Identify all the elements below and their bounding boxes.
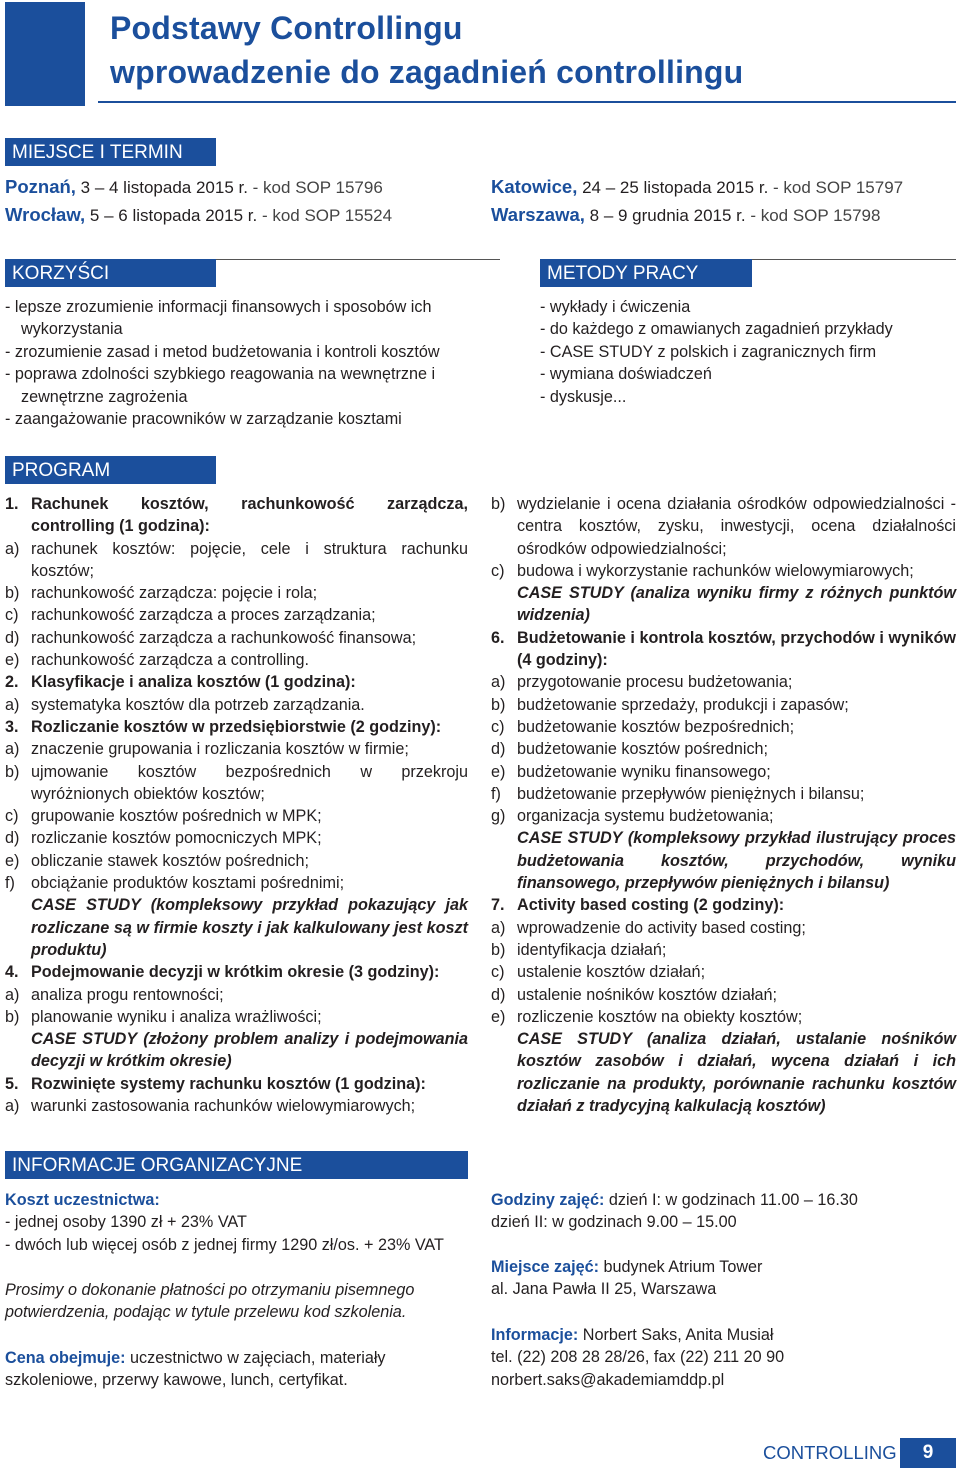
program-item-marker: d) xyxy=(491,740,506,759)
section-heading-program: PROGRAM xyxy=(5,456,216,484)
program-item-text: przygotowanie procesu budżetowania; xyxy=(517,673,793,692)
list-item: - zrozumienie zasad i metod budżetowania i kontroli kosztów xyxy=(5,342,440,361)
program-item xyxy=(491,961,956,983)
program-item-marker: g) xyxy=(491,807,506,826)
program-item xyxy=(491,671,956,693)
cena-text: szkoleniowe, przerwy kawowe, lunch, certyfikat. xyxy=(5,1371,348,1390)
page-header xyxy=(0,0,956,106)
program-item-marker: b) xyxy=(5,584,20,603)
miejsce-text: al. Jana Pawła II 25, Warszawa xyxy=(491,1280,717,1299)
program-module-heading xyxy=(5,1073,468,1095)
program-item-text: obliczanie stawek kosztów pośrednich; xyxy=(31,851,310,870)
term-code: - kod SOP 15796 xyxy=(252,178,383,197)
list-item: - dyskusje... xyxy=(540,387,627,406)
term-katowice xyxy=(491,176,903,198)
program-item-text: rachunkowość zarządcza a proces zarządzania; xyxy=(31,606,376,625)
koszt-line: - dwóch lub więcej osób z jednej firmy 1290 zł/os. + 23% VAT xyxy=(5,1235,444,1254)
program-item xyxy=(491,917,956,939)
page-number: 9 xyxy=(900,1438,956,1468)
program-item-marker: c) xyxy=(491,561,505,580)
koszt-line: - jednej osoby 1390 zł + 23% VAT xyxy=(5,1213,247,1232)
program-item-marker: 5. xyxy=(5,1074,19,1093)
term-date: 24 – 25 listopada 2015 r. xyxy=(577,178,774,197)
term-poznan xyxy=(5,176,383,198)
program-item xyxy=(491,761,956,783)
note-line: Prosimy o dokonanie płatności po otrzymaniu pisemnego xyxy=(5,1281,415,1299)
program-item-marker: e) xyxy=(5,851,20,870)
program-item-text: rachunek kosztów: pojęcie, cele i struktura rachunku kosztów; xyxy=(31,539,468,580)
program-item-text: wprowadzenie do activity based costing; xyxy=(517,918,806,937)
list-item: - poprawa zdolności szybkiego reagowania na wewnętrzne i zewnętrzne zagrożenia xyxy=(5,365,436,406)
program-item xyxy=(5,538,468,583)
program-item-marker: f) xyxy=(5,874,15,893)
program-module-heading xyxy=(5,961,468,983)
program-item-marker: e) xyxy=(491,1007,506,1026)
program-item xyxy=(5,604,468,626)
program-item xyxy=(5,694,468,716)
list-item: - do każdego z omawianych zagadnień przykłady xyxy=(540,320,893,339)
program-item-text: ujmowanie kosztów bezpośrednich w przekroju wyróżnionych obiektów kosztów; xyxy=(31,762,468,803)
program-item xyxy=(5,805,468,827)
program-item-marker: 6. xyxy=(491,628,505,647)
kontakt-label: Informacje: xyxy=(491,1326,579,1344)
prosimy-note xyxy=(5,1279,414,1324)
program-item xyxy=(5,649,468,671)
program-item-marker: c) xyxy=(5,807,19,826)
program-item xyxy=(5,827,468,849)
term-wroclaw xyxy=(5,204,392,226)
term-date: 5 – 6 listopada 2015 r. xyxy=(85,206,262,225)
program-item-marker: 4. xyxy=(5,963,19,982)
term-code: - kod SOP 15798 xyxy=(750,206,881,225)
program-left-column xyxy=(5,493,468,1117)
program-item-marker xyxy=(491,827,517,894)
program-item-text: Rozwinięte systemy rachunku kosztów (1 godzina): xyxy=(31,1074,426,1093)
list-item: - wykłady i ćwiczenia xyxy=(540,298,691,316)
program-item-text: budżetowanie kosztów pośrednich; xyxy=(517,740,769,759)
program-item xyxy=(491,984,956,1006)
program-case-study xyxy=(491,1028,956,1117)
program-item-text: identyfikacja działań; xyxy=(517,940,667,959)
list-item: - zaangażowanie pracowników w zarządzanie kosztami xyxy=(5,410,402,429)
cena-text: uczestnictwo w zajęciach, materiały xyxy=(125,1349,386,1367)
program-item xyxy=(5,1006,468,1028)
program-item-marker: c) xyxy=(5,606,19,625)
program-item-text: grupowanie kosztów pośrednich w MPK; xyxy=(31,807,322,826)
section-heading-informacje: INFORMACJE ORGANIZACYJNE xyxy=(5,1151,468,1179)
metody-list xyxy=(540,296,956,408)
program-item-text: budżetowanie przepływów pieniężnych i bilansu; xyxy=(517,784,865,803)
program-item-text: budżetowanie sprzedaży, produkcji i zapasów; xyxy=(517,695,849,714)
miejsce-zajec-block xyxy=(491,1256,762,1301)
list-item: - lepsze zrozumienie informacji finansowych i sposobów ich wykorzystania xyxy=(5,298,432,339)
section-heading-metody: METODY PRACY xyxy=(540,259,752,287)
program-item-marker: a) xyxy=(5,695,20,714)
program-item-text: budżetowanie kosztów bezpośrednich; xyxy=(517,717,795,736)
program-item-marker: a) xyxy=(5,985,20,1004)
program-item-text: znaczenie grupowania i rozliczania kosztów w firmie; xyxy=(31,740,409,759)
program-item-marker xyxy=(5,1028,31,1073)
program-item xyxy=(5,761,468,806)
program-item-marker: d) xyxy=(491,985,506,1004)
program-item xyxy=(491,939,956,961)
program-item-text: rachunkowość zarządcza a rachunkowość finansowa; xyxy=(31,628,417,647)
program-case-study xyxy=(491,582,956,627)
program-item xyxy=(491,493,956,560)
section-heading-miejsce: MIEJSCE I TERMIN xyxy=(5,138,216,166)
godziny-text: dzień II: w godzinach 9.00 – 15.00 xyxy=(491,1213,737,1232)
program-item-marker: b) xyxy=(5,762,20,781)
program-item-text: CASE STUDY (analiza działań, ustalanie nośników kosztów zasobów i działań, wycena działań i ich rozliczanie na produkty, porównanie rachunku kosztów działań z tradycyjną kalkulacją kosztów) xyxy=(517,1030,956,1116)
program-item xyxy=(5,738,468,760)
program-item-marker: 1. xyxy=(5,495,19,513)
program-item-marker: b) xyxy=(491,695,506,714)
program-item-text: planowanie wyniku i analiza wrażliwości; xyxy=(31,1007,322,1026)
term-warszawa xyxy=(491,204,880,226)
program-module-heading xyxy=(491,627,956,672)
program-item xyxy=(491,783,956,805)
program-item-marker: c) xyxy=(491,963,505,982)
kontakt-email: norbert.saks@akademiamddp.pl xyxy=(491,1370,725,1389)
program-right-column xyxy=(491,493,956,1117)
program-item-text: ustalenie kosztów działań; xyxy=(517,963,706,982)
program-item xyxy=(5,850,468,872)
term-code: - kod SOP 15524 xyxy=(261,206,393,225)
note-line: potwierdzenia, podając w tytule przelewu kod szkolenia. xyxy=(5,1303,407,1322)
program-item-marker: f) xyxy=(491,784,501,803)
program-item-marker xyxy=(491,582,517,627)
korzysci-list xyxy=(5,296,500,430)
godziny-label: Godziny zajęć: xyxy=(491,1191,605,1209)
program-item-marker: a) xyxy=(491,918,506,937)
program-item-text: CASE STUDY (kompleksowy przykład ilustrujący proces budżetowania kosztów, przychodów, wyniku finansowego, przepływów pieniężnych i bilansu) xyxy=(517,829,956,893)
program-item xyxy=(5,582,468,604)
program-item-marker: 7. xyxy=(491,896,505,915)
program-module-heading xyxy=(491,894,956,916)
section-rule xyxy=(216,259,500,260)
program-item-marker: a) xyxy=(5,740,20,759)
term-city: Poznań, xyxy=(5,176,76,197)
header-accent-block xyxy=(5,2,85,106)
program-item-marker: e) xyxy=(5,651,20,670)
program-item-marker: a) xyxy=(5,539,20,558)
program-module-heading xyxy=(5,493,468,538)
program-item xyxy=(5,1095,468,1117)
program-item xyxy=(5,627,468,649)
program-item-text: rachunkowość zarządcza: pojęcie i rola; xyxy=(31,584,318,603)
program-case-study xyxy=(5,894,468,961)
program-item-marker: e) xyxy=(491,762,506,781)
program-item-text: CASE STUDY (złożony problem analizy i podejmowania decyzji w krótkim okresie) xyxy=(31,1030,468,1071)
term-city: Wrocław, xyxy=(5,204,86,225)
term-city: Katowice, xyxy=(491,176,578,197)
program-item-marker: a) xyxy=(5,1097,20,1116)
term-date: 3 – 4 listopada 2015 r. xyxy=(75,178,253,197)
program-item-text: systematyka kosztów dla potrzeb zarządzania. xyxy=(31,695,365,714)
program-item xyxy=(491,716,956,738)
program-module-heading xyxy=(5,671,468,693)
program-item-marker: 3. xyxy=(5,717,19,736)
miejsce-label: Miejsce zajęć: xyxy=(491,1258,599,1276)
program-item-text: rozliczenie kosztów na obiekty kosztów; xyxy=(517,1007,803,1026)
program-item-text: Rachunek kosztów, rachunkowość zarządcza, controlling (1 godzina): xyxy=(31,495,468,536)
section-rule xyxy=(752,259,956,260)
program-item xyxy=(491,694,956,716)
program-item-text: budżetowanie wyniku finansowego; xyxy=(517,762,771,781)
list-item: - CASE STUDY z polskich i zagranicznych firm xyxy=(540,342,877,361)
godziny-block xyxy=(491,1189,858,1234)
program-case-study xyxy=(491,827,956,894)
program-item-text: CASE STUDY (analiza wyniku firmy z różnych punktów widzenia) xyxy=(517,584,956,625)
program-item-text: Rozliczanie kosztów w przedsiębiorstwie (2 godziny): xyxy=(31,717,442,736)
kontakt-text: Norbert Saks, Anita Musiał xyxy=(578,1326,774,1344)
program-item-marker xyxy=(491,1028,517,1117)
program-item xyxy=(491,738,956,760)
kontakt-phone: tel. (22) 208 28 28/26, fax (22) 211 20 90 xyxy=(491,1348,785,1367)
list-item: - wymiana doświadczeń xyxy=(540,365,712,384)
term-code: - kod SOP 15797 xyxy=(773,178,904,197)
cena-block xyxy=(5,1347,386,1392)
miejsce-text: budynek Atrium Tower xyxy=(598,1258,763,1276)
program-item-marker: b) xyxy=(491,940,506,959)
program-item-text: analiza progu rentowności; xyxy=(31,985,224,1004)
program-item-text: CASE STUDY (kompleksowy przykład pokazujący jak rozliczane są w firmie koszty i jak kalkulowany jest koszt produktu) xyxy=(31,896,468,959)
kontakt-block xyxy=(491,1324,784,1391)
footer-section-label: CONTROLLING xyxy=(763,1442,897,1463)
program-item xyxy=(491,560,956,582)
program-item-text: rachunkowość zarządcza a controlling. xyxy=(31,651,310,670)
program-item-marker: 2. xyxy=(5,673,19,692)
program-case-study xyxy=(5,1028,468,1073)
program-item-marker: a) xyxy=(491,673,506,692)
program-item-marker: d) xyxy=(5,829,20,848)
program-item-text: Activity based costing (2 godziny): xyxy=(517,896,785,915)
program-item-marker: d) xyxy=(5,628,20,647)
program-item xyxy=(491,1006,956,1028)
program-item-marker: c) xyxy=(491,717,505,736)
program-item-text: wydzielanie i ocena działania ośrodków odpowiedzialności - centra kosztów, zysku, inwestycji, ocena działalności ośrodków odpowiedzialności; xyxy=(517,495,956,558)
section-heading-korzysci: KORZYŚCI xyxy=(5,259,216,287)
page-subtitle: wprowadzenie do zagadnień controllingu xyxy=(110,54,744,90)
term-date: 8 – 9 grudnia 2015 r. xyxy=(584,206,751,225)
program-item-text: Podejmowanie decyzji w krótkim okresie (3 godziny): xyxy=(31,963,440,982)
program-item xyxy=(491,805,956,827)
program-item-text: Budżetowanie i kontrola kosztów, przychodów i wyników (4 godziny): xyxy=(517,628,956,670)
term-city: Warszawa, xyxy=(491,204,585,225)
header-rule xyxy=(98,101,956,103)
program-item xyxy=(5,872,468,894)
program-item-text: warunki zastosowania rachunków wielowymiarowych; xyxy=(31,1097,416,1116)
program-item-marker: b) xyxy=(5,1007,20,1026)
program-item-text: rozliczanie kosztów pomocniczych MPK; xyxy=(31,829,322,848)
program-item-text: Klasyfikacje i analiza kosztów (1 godzina): xyxy=(31,673,356,692)
godziny-text: dzień I: w godzinach 11.00 – 16.30 xyxy=(604,1191,858,1209)
page-title: Podstawy Controllingu xyxy=(110,10,463,46)
program-item-text: organizacja systemu budżetowania; xyxy=(517,807,774,826)
program-item-text: budowa i wykorzystanie rachunków wielowymiarowych; xyxy=(517,561,914,580)
program-item-marker xyxy=(5,894,31,961)
program-item-marker: b) xyxy=(491,495,506,513)
koszt-label: Koszt uczestnictwa: xyxy=(5,1191,160,1209)
program-module-heading xyxy=(5,716,468,738)
koszt-block xyxy=(5,1189,444,1256)
program-item-text: ustalenie nośników kosztów działań; xyxy=(517,985,778,1004)
program-item xyxy=(5,984,468,1006)
program-item-text: obciążanie produktów kosztami pośrednimi; xyxy=(31,874,345,893)
cena-label: Cena obejmuje: xyxy=(5,1349,126,1367)
